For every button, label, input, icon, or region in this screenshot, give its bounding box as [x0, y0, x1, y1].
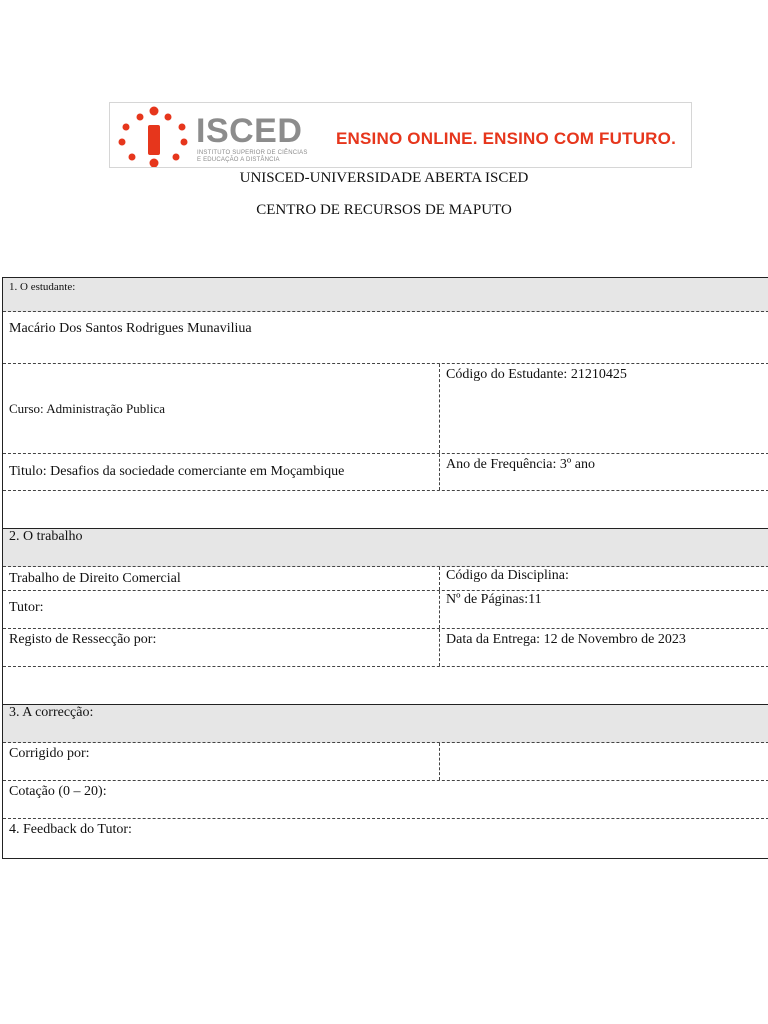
corrected-by-row [3, 743, 768, 781]
section-1-title: 1. O estudante: [9, 281, 76, 293]
cover-form [2, 277, 768, 859]
student-code: Código do Estudante: 21210425 [439, 364, 768, 453]
tutor-row [3, 591, 768, 629]
feedback-row [3, 819, 768, 859]
work-title: Titulo: Desafios da sociedade comerciante em Moçambique [9, 464, 345, 479]
student-name: Macário Dos Santos Rodrigues Munaviliua [9, 321, 252, 336]
isced-dots-logo-icon [112, 105, 196, 167]
tutor: Tutor: [9, 600, 44, 615]
logo-subtitle [197, 150, 308, 164]
delivery-date: Data da Entrega: 12 de Novembro de 2023 [439, 629, 768, 666]
spacer-row-2 [3, 667, 768, 705]
score-row [3, 781, 768, 819]
corrected-by: Corrigido por: [9, 746, 90, 761]
logo-subtitle-line2: E EDUCAÇÃO A DISTÂNCIA [197, 157, 280, 163]
section-3-header [3, 705, 768, 743]
centre-name: CENTRO DE RECURSOS DE MAPUTO [256, 202, 512, 218]
student-name-row [3, 312, 768, 364]
section-1-header [3, 277, 768, 312]
tutor-feedback: 4. Feedback do Tutor: [9, 822, 132, 837]
section-2-header [3, 529, 768, 567]
slogan: ENSINO ONLINE. ENSINO COM FUTURO. [336, 129, 677, 148]
work-name: Trabalho de Direito Comercial [9, 571, 181, 586]
spacer-row-1 [3, 491, 768, 529]
score: Cotação (0 – 20): [9, 784, 107, 799]
logo-subtitle-line1: INSTITUTO SUPERIOR DE CIÊNCIAS [197, 150, 308, 156]
corrected-by-blank [439, 743, 768, 780]
course-row [3, 364, 768, 454]
isced-banner [109, 102, 692, 168]
section-3-title: 3. A correcção: [9, 705, 94, 720]
university-name: UNISCED-UNIVERSIDADE ABERTA ISCED [239, 170, 529, 186]
year-of-study: Ano de Frequência: 3º ano [439, 454, 768, 490]
work-row [3, 567, 768, 591]
discipline-code: Código da Disciplina: [439, 567, 768, 590]
page-count: Nº de Páginas:11 [439, 591, 768, 628]
section-2-title: 2. O trabalho [9, 529, 83, 544]
course: Curso: Administração Publica [9, 400, 165, 416]
logo-wordmark: ISCED [196, 112, 303, 150]
reception-row [3, 629, 768, 667]
reception-record: Registo de Ressecção por: [9, 632, 157, 647]
title-row [3, 454, 768, 491]
